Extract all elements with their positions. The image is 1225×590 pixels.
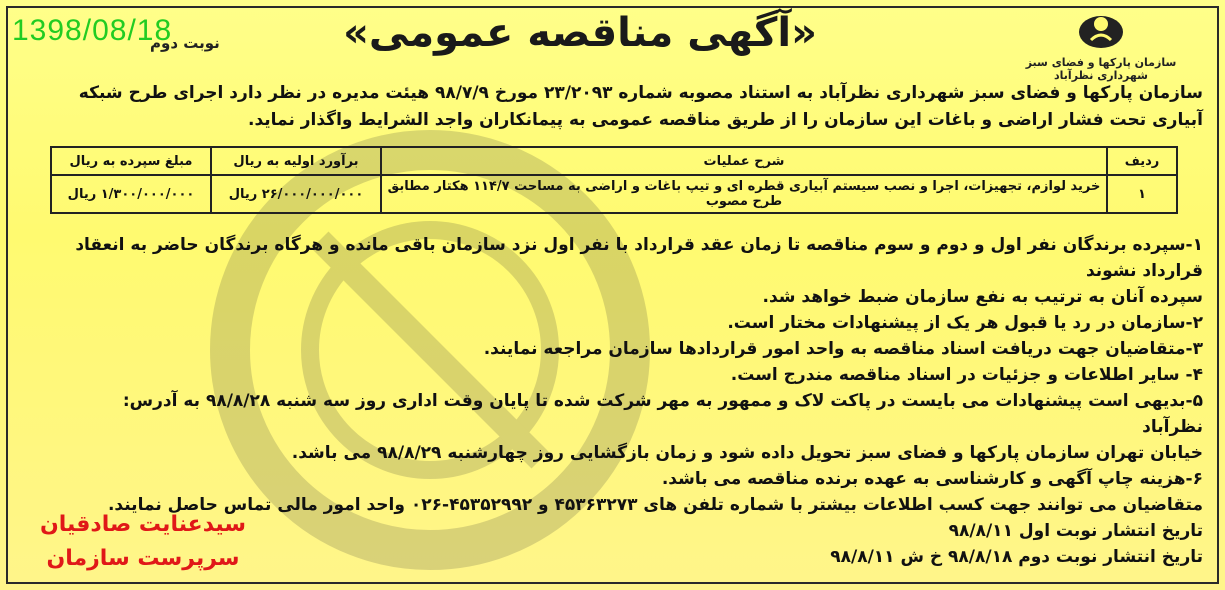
column-header-row-number: ردیف	[1107, 147, 1177, 175]
page-title: «آگهی مناقصه عمومی»	[343, 10, 817, 56]
list-item: تاریخ انتشار نوبت اول ۹۸/۸/۱۱	[948, 521, 1203, 541]
list-item: خیابان تهران سازمان پارکها و فضای سبز تحویل داده شود و زمان بازگشایی روز چهارشنبه ۹۸/۸/۲۹ می باشد.	[291, 443, 1203, 463]
intro-paragraph	[28, 80, 1203, 134]
list-item: ۱-سپرده برندگان نفر اول و دوم و سوم مناقصه تا زمان عقد قرارداد با نفر اول نزد سازمان باقی مانده و هرگاه برندگان حاضر به انعقاد قرارداد نشوند	[75, 235, 1203, 281]
list-item: ۲-سازمان در رد یا قبول هر یک از پیشنهادات مختار است.	[727, 313, 1203, 333]
municipality-emblem-icon	[1075, 10, 1127, 50]
cell-estimate: ۲۶/۰۰۰/۰۰۰/۰۰۰ ریال	[211, 175, 381, 213]
list-item: ۳-متقاضیان جهت دریافت اسناد مناقصه به واحد امور قراردادها سازمان مراجعه نمایند.	[483, 339, 1203, 359]
column-header-description: شرح عملیات	[381, 147, 1107, 175]
organization-name: سازمان پارکها و فضای سبز شهرداری نظرآباد	[1025, 56, 1177, 82]
cell-description: خرید لوازم، تجهیزات، اجرا و نصب سیستم آبیاری قطره ای و تیپ باغات و اراضی به مساحت ۱۱۴/۷ هکتار مطابق طرح مصوب	[381, 175, 1107, 213]
intro-line: آبیاری تحت فشار اراضی و باغات این سازمان را از طریق مناقصه عمومی به پیمانکاران واجد الشرایط واگذار نماید.	[248, 110, 1203, 130]
list-item: ۶-هزینه چاپ آگهی و کارشناسی به عهده برنده مناقصه می باشد.	[661, 469, 1203, 489]
cell-deposit: ۱/۳۰۰/۰۰۰/۰۰۰ ریال	[51, 175, 211, 213]
list-item: ۴- سایر اطلاعات و جزئیات در اسناد مناقصه مندرج است.	[730, 365, 1203, 385]
column-header-deposit: مبلغ سپرده به ریال	[51, 147, 211, 175]
round-label: نوبت دوم	[150, 34, 220, 52]
organization-logo	[1001, 10, 1201, 82]
signatory-role: سرپرست سازمان	[46, 546, 240, 571]
tender-table	[50, 146, 1178, 214]
table-header-row	[51, 147, 1177, 175]
list-item: متقاضیان می توانند جهت کسب اطلاعات بیشتر با شماره تلفن های ۴۵۳۶۳۲۷۳ و ۴۵۳۵۲۹۹۲-۰۲۶ واحد امور مالی تماس حاصل نمایند.	[107, 495, 1203, 515]
date-stamp: 1398/08/18	[12, 14, 173, 47]
list-item: ۵-بدیهی است پیشنهادات می بایست در پاکت لاک و ممهور به مهر شرکت شده تا پایان وقت اداری روز سه شنبه ۹۸/۸/۲۸ به آدرس: نظرآباد	[122, 391, 1203, 437]
signature-block	[40, 508, 246, 576]
table-row	[51, 175, 1177, 213]
cell-row-number: ۱	[1107, 175, 1177, 213]
list-item: تاریخ انتشار نوبت دوم ۹۸/۸/۱۸ خ ش ۹۸/۸/۱۱	[830, 547, 1203, 567]
column-header-estimate: برآورد اولیه به ریال	[211, 147, 381, 175]
list-item: سپرده آنان به ترتیب به نفع سازمان ضبط خواهد شد.	[762, 287, 1203, 307]
signatory-name: سیدعنایت صادقیان	[40, 512, 247, 537]
intro-line: سازمان پارکها و فضای سبز شهرداری نظرآباد به استناد مصوبه شماره ۲۳/۲۰۹۳ مورخ ۹۸/۷/۹ هیئت مدیره در نظر دارد اجرای طرح شبکه	[78, 83, 1203, 103]
